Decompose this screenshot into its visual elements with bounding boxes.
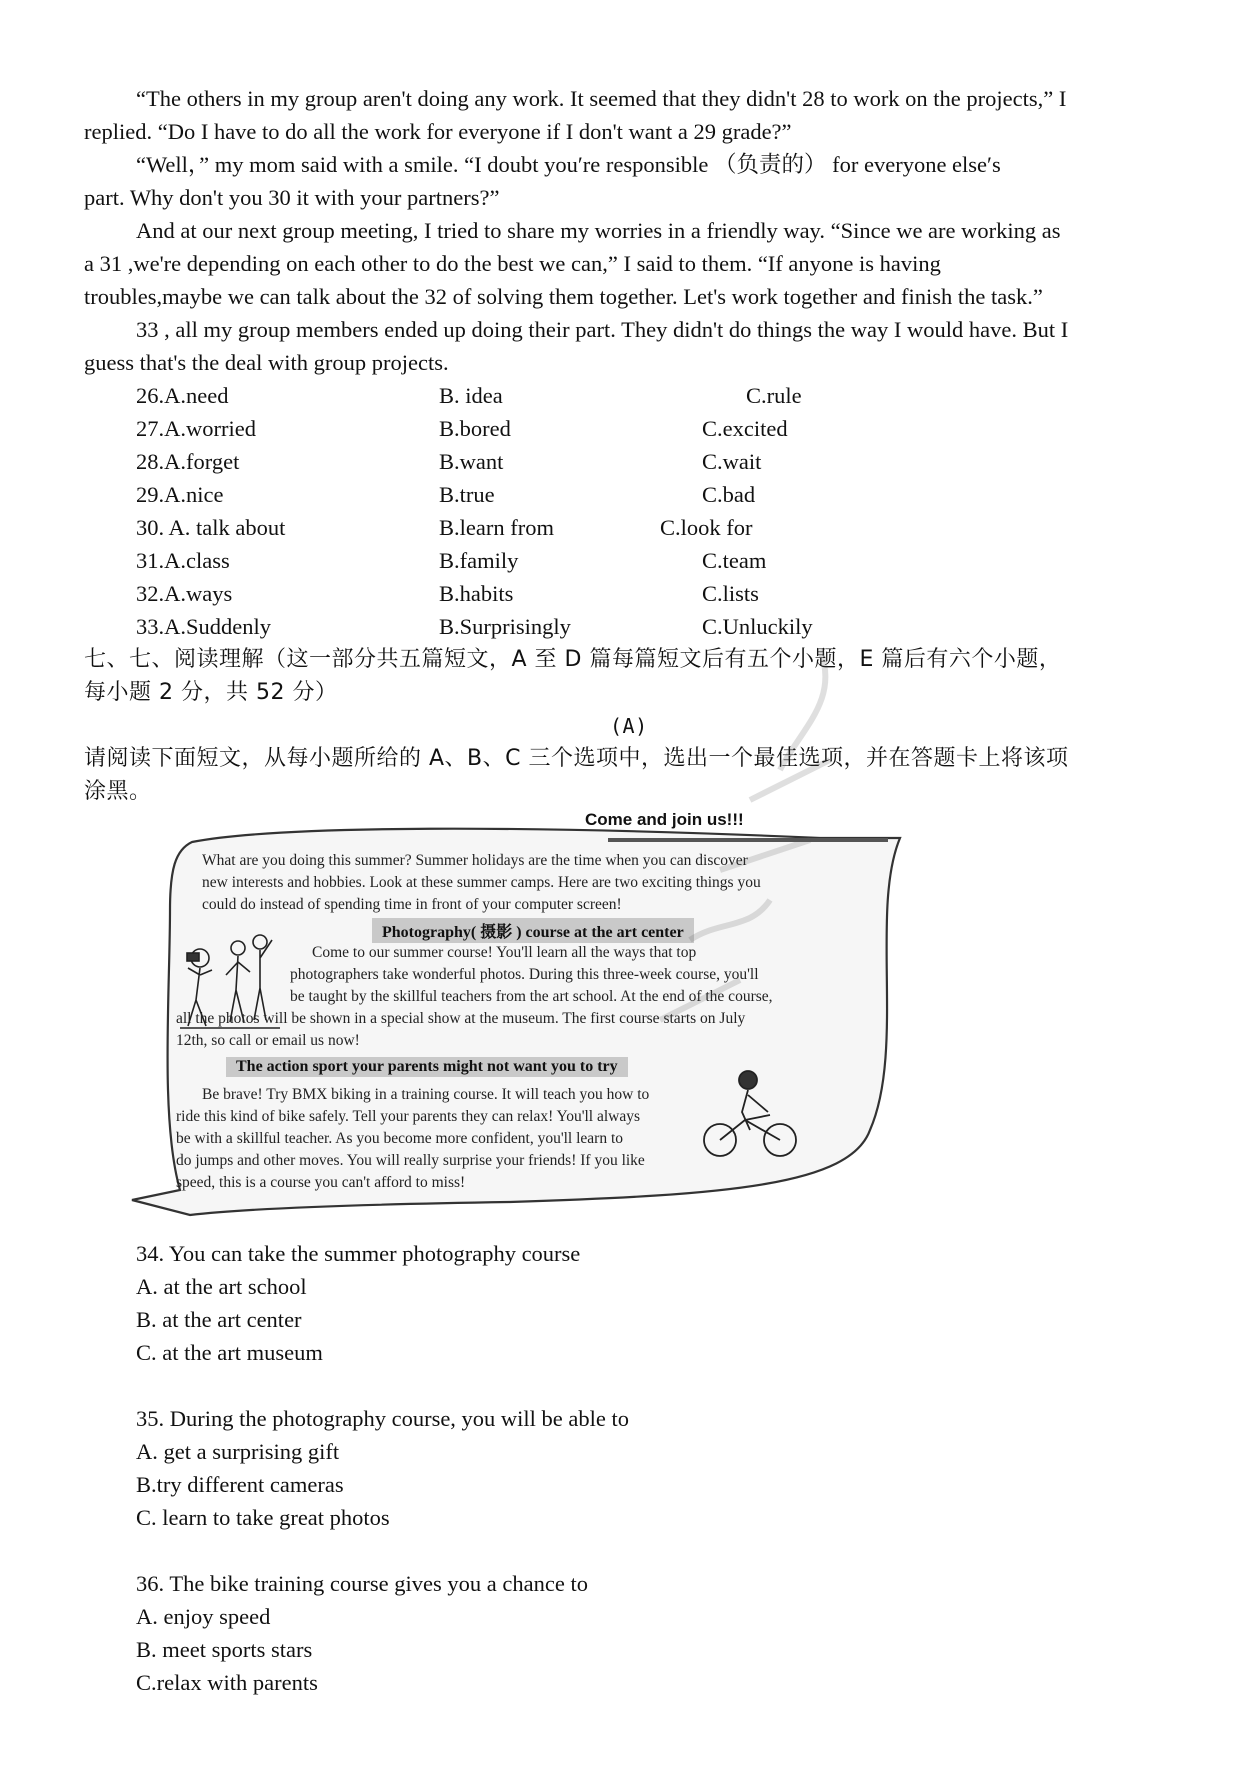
section-heading: 七、七、阅读理解（这一部分共五篇短文，A 至 D 篇每篇短文后有五个小题，E 篇后有六个小题，: [84, 647, 1062, 672]
option-c: C.look for: [660, 515, 753, 540]
option-b: B.family: [439, 548, 519, 573]
passage-line: replied. “Do I have to do all the work for everyone if I don't want a 29 grade?”: [84, 119, 792, 144]
ad-line: What are you doing this summer? Summer holidays are the time when you can discover: [202, 852, 748, 869]
ad-line: do jumps and other moves. You will really surprise your friends! If you like: [176, 1152, 645, 1169]
ad-line: 12th, so call or email us now!: [176, 1032, 360, 1049]
bike-text: [176, 1084, 649, 1194]
choice-c: C. at the art museum: [136, 1340, 323, 1365]
ad-line: speed, this is a course you can't afford to miss!: [176, 1174, 466, 1191]
ad-title: Come and join us!!!: [585, 810, 744, 829]
passage-line: 33 , all my group members ended up doing their part. They didn't do things the way I would have. But I: [136, 317, 1069, 342]
option-c: C.bad: [702, 482, 756, 507]
option-a: 33.A.Suddenly: [136, 614, 271, 639]
option-b: B.Surprisingly: [439, 614, 571, 639]
passage-line: part. Why don't you 30 it with your partners?”: [84, 185, 500, 210]
ad-line: be with a skillful teacher. As you become more confident, you'll learn to: [176, 1130, 624, 1147]
option-c: C.team: [702, 548, 767, 573]
instruction: 涂黑。: [84, 779, 152, 804]
option-b: B.learn from: [439, 515, 554, 540]
option-c: C.wait: [702, 449, 762, 474]
passage-line: a 31 ,we're depending on each other to do the best we can,” I said to them. “If anyone is having: [84, 251, 941, 276]
option-c: C.rule: [746, 383, 802, 408]
option-row: [136, 412, 1036, 445]
option-a: 26.A.need: [136, 383, 229, 408]
passage-line: “Well，” my mom said with a smile. “I doubt you′re responsible （负责的） for everyone else′s: [136, 152, 1001, 177]
option-row: [136, 577, 1036, 610]
ad-intro: [202, 850, 761, 916]
option-b: B.true: [439, 482, 495, 507]
ad-line: photographers take wonderful photos. During this three-week course, you'll: [290, 966, 759, 983]
ad-line: Be brave! Try BMX biking in a training course. It will teach you how to: [202, 1086, 650, 1103]
option-c: C.excited: [702, 416, 788, 441]
choice-a: A. get a surprising gift: [136, 1439, 340, 1464]
photography-text-cont: [176, 1008, 745, 1052]
photography-text: [290, 942, 890, 1008]
ad-line: ride this kind of bike safely. Tell your parents they can relax! You'll always: [176, 1108, 641, 1125]
choice-a: A. enjoy speed: [136, 1604, 271, 1629]
ad-line: be taught by the skillful teachers from the art school. At the end of the course,: [290, 988, 773, 1005]
option-b: B. idea: [439, 383, 503, 408]
option-b: B.bored: [439, 416, 511, 441]
question-stem: 35. During the photography course, you will be able to: [136, 1406, 630, 1431]
ad-line: all the photos will be shown in a special show at the museum. The first course starts on July: [176, 1010, 746, 1027]
photography-heading: Photography( 摄影 ) course at the art center: [372, 918, 694, 943]
passage-line: guess that's the deal with group projects.: [84, 350, 449, 375]
option-row: [136, 544, 1036, 577]
choice-b: B. meet sports stars: [136, 1637, 313, 1662]
option-row: [136, 610, 1036, 643]
option-c: C.Unluckily: [702, 614, 813, 639]
option-a: 27.A.worried: [136, 416, 256, 441]
option-a: 30. A. talk about: [136, 515, 286, 540]
option-b: B.want: [439, 449, 504, 474]
option-row: [136, 379, 1036, 412]
choice-b: B.try different cameras: [136, 1472, 344, 1497]
option-a: 29.A.nice: [136, 482, 224, 507]
question-stem: 34. You can take the summer photography course: [136, 1241, 581, 1266]
section-heading: 每小题 2 分，共 52 分）: [84, 680, 338, 705]
passage-line: And at our next group meeting, I tried to share my worries in a friendly way. “Since we are working as: [136, 218, 1061, 243]
ad-line: Come to our summer course! You'll learn all the ways that top: [312, 944, 697, 961]
choice-c: C. learn to take great photos: [136, 1505, 390, 1530]
ad-line: could do instead of spending time in front of your computer screen!: [202, 896, 622, 913]
part-label: (A): [610, 714, 648, 738]
option-c: C.lists: [702, 581, 759, 606]
ad-line: new interests and hobbies. Look at these summer camps. Here are two exciting things you: [202, 874, 761, 891]
cloze-passage: [84, 82, 1172, 379]
choice-a: A. at the art school: [136, 1274, 307, 1299]
question-stem: 36. The bike training course gives you a chance to: [136, 1571, 588, 1596]
passage-line: troubles,maybe we can talk about the 32 of solving them together. Let's work together and finish the task.”: [84, 284, 1043, 309]
option-a: 31.A.class: [136, 548, 230, 573]
summer-camp-ad: [130, 790, 910, 1230]
option-a: 28.A.forget: [136, 449, 240, 474]
option-row: [136, 478, 1036, 511]
passage-line: “The others in my group aren't doing any work. It seemed that they didn't 28 to work on the projects,” I: [136, 86, 1067, 111]
option-row: [136, 445, 1036, 478]
instruction: 请阅读下面短文，从每小题所给的 A、B、C 三个选项中，选出一个最佳选项，并在答题卡上将该项: [84, 746, 1069, 771]
option-row: [136, 511, 1036, 544]
choice-c: C.relax with parents: [136, 1670, 318, 1695]
option-b: B.habits: [439, 581, 514, 606]
option-a: 32.A.ways: [136, 581, 233, 606]
choice-b: B. at the art center: [136, 1307, 302, 1332]
bike-heading: The action sport your parents might not want you to try: [226, 1057, 628, 1077]
